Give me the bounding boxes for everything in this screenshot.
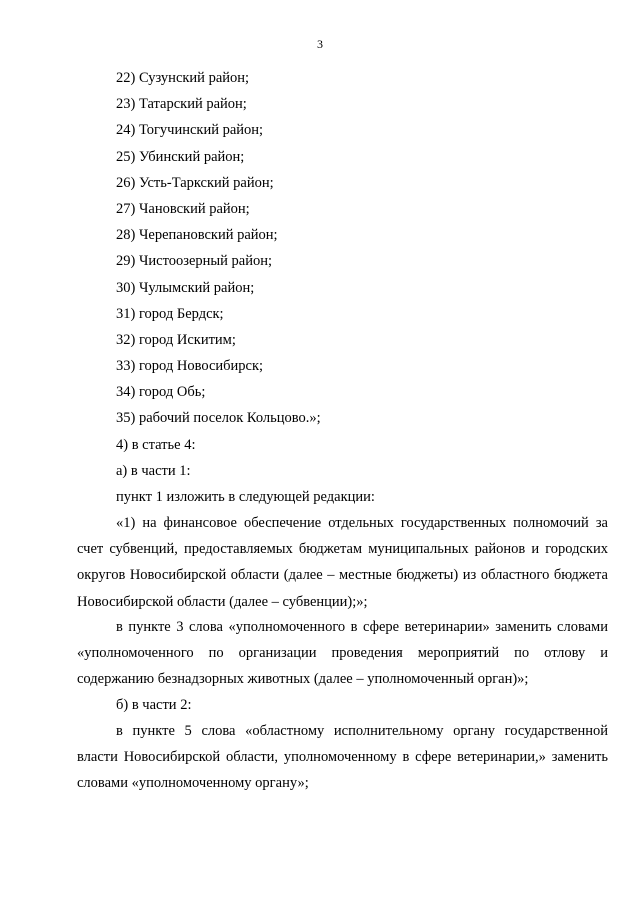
list-item: 23) Татарский район;: [116, 96, 247, 113]
list-item: 24) Тогучинский район;: [116, 122, 264, 139]
point5-text: в пункте 5 слова «областному исполнительному органу государственной власти Новосибирской области, уполномоченному в сфере ветеринарии,» заменить словами «уполномоченному органу»;: [77, 723, 608, 792]
list-item: 33) город Новосибирск;: [116, 358, 264, 375]
municipality-list: [116, 65, 321, 432]
point1-intro: пункт 1 изложить в следующей редакции:: [116, 489, 375, 505]
point3-text: в пункте 3 слова «уполномоченного в сфере ветеринарии» заменить словами «уполномоченного по организации проведения мероприятий по отлову и содержанию безнадзорных животных (далее – уполномоченный орган)»;: [77, 619, 608, 688]
list-item: 35) рабочий поселок Кольцово.»;: [116, 410, 321, 427]
part2-heading: б) в части 2:: [116, 697, 192, 713]
list-item: 29) Чистоозерный район;: [116, 253, 273, 270]
point1-text: «1) на финансовое обеспечение отдельных государственных полномочий за счет субвенций, предоставляемых бюджетам муниципальных районов и городских округов Новосибирской области (далее – местные бюджеты) из областного бюджета Новосибирской области (далее – субвенции);»;: [77, 515, 608, 610]
list-item: 34) город Обь;: [116, 384, 206, 401]
page-number: 3: [317, 37, 323, 51]
list-item: 27) Чановский район;: [116, 200, 250, 217]
list-item: 25) Убинский район;: [116, 148, 245, 165]
list-item: 28) Черепановский район;: [116, 227, 278, 244]
list-item: 31) город Бердск;: [116, 305, 224, 322]
article4-heading: 4) в статье 4:: [116, 437, 196, 453]
list-item: 32) город Искитим;: [116, 331, 236, 348]
list-item: 22) Сузунский район;: [116, 70, 250, 86]
part1-heading: а) в части 1:: [116, 463, 191, 479]
list-item: 26) Усть-Таркский район;: [116, 174, 274, 191]
list-item: 30) Чулымский район;: [116, 279, 255, 296]
